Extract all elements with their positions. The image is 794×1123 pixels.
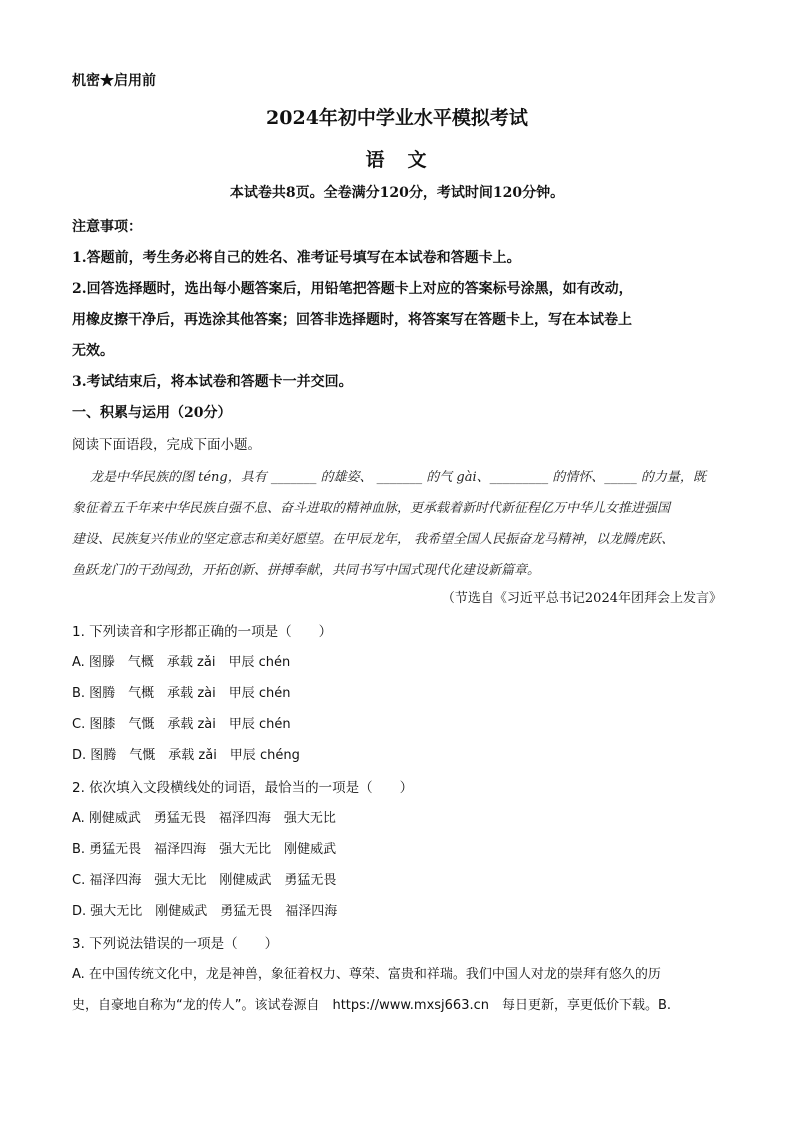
question-1-option-d: D. 图腾 气慨 承载 zǎi 甲辰 chéng: [72, 748, 300, 763]
question-3-option-a-line-2: 史，自豪地自称为“龙的传人”。该试卷源自 https://www.mxsj663.cn 每日更新，享更低价下载。B.: [72, 998, 672, 1013]
passage-line-3: 建设、民族复兴伟业的坚定意志和美好愿望。在甲辰龙年， 我希望全国人民振奋龙马精神，以龙腾虎跃、: [72, 532, 675, 547]
question-1-option-c: C. 图膝 气慨 承载 zài 甲辰 chén: [72, 717, 291, 732]
question-2-option-a: A. 刚健威武 勇猛无畏 福泽四海 强大无比: [72, 811, 336, 826]
question-3-stem: 3. 下列说法错误的一项是（ ）: [72, 936, 279, 952]
passage-line-4: 鱼跃龙门的干劲闯劲，开拓创新、拼搏奉献，共同书写中国式现代化建设新篇章。: [72, 563, 541, 578]
section-heading: 一、积累与运用（20分）: [72, 405, 232, 421]
passage-line-2: 象征着五千年来中华民族自强不息、奋斗进取的精神血脉，更承载着新时代新征程亿万中华儿女推进强国: [72, 501, 671, 516]
notes-item-2-line-1: 2.回答选择题时，选出每小题答案后，用铅笔把答题卡上对应的答案标号涂黑，如有改动，: [72, 281, 633, 297]
notes-item-1: 1.答题前，考生务必将自己的姓名、准考证号填写在本试卷和答题卡上。: [72, 250, 521, 266]
passage-line-1: 龙是中华民族的图 téng，具有 _______ 的雄姿、 _______ 的气 gài、_________ 的情怀、_____ 的力量，既: [90, 470, 706, 485]
question-2-option-b: B. 勇猛无畏 福泽四海 强大无比 刚健威武: [72, 842, 337, 857]
question-1-option-b: B. 图腾 气概 承载 zài 甲辰 chén: [72, 686, 291, 701]
notes-item-2-line-3: 无效。: [72, 343, 114, 359]
question-2-option-c: C. 福泽四海 强大无比 刚健威武 勇猛无畏: [72, 873, 337, 888]
passage-source: （节选自《习近平总书记2024年团拜会上发言》: [441, 591, 722, 606]
question-2-option-d: D. 强大无比 刚健威武 勇猛无畏 福泽四海: [72, 904, 338, 919]
reading-instruction: 阅读下面语段，完成下面小题。: [72, 437, 261, 453]
notes-heading: 注意事项：: [72, 219, 142, 235]
exam-info: 本试卷共8页。全卷满分120分，考试时间120分钟。: [229, 185, 565, 201]
confidential-label: 机密★启用前: [72, 73, 156, 89]
notes-item-2-line-2: 用橡皮擦干净后，再选涂其他答案；回答非选择题时，将答案写在答题卡上，写在本试卷上: [72, 312, 632, 328]
exam-title: 2024年初中学业水平模拟考试: [266, 107, 528, 129]
question-3-option-a-line-1: A. 在中国传统文化中，龙是神兽，象征着权力、尊荣、富贵和祥瑞。我们中国人对龙的崇拜有悠久的历: [72, 967, 661, 982]
question-2-stem: 2. 依次填入文段横线处的词语，最恰当的一项是（ ）: [72, 780, 414, 796]
subject-title: 语 文: [365, 149, 429, 171]
notes-item-3: 3.考试结束后，将本试卷和答题卡一并交回。: [72, 374, 353, 390]
question-1-stem: 1. 下列读音和字形都正确的一项是（ ）: [72, 624, 333, 640]
question-1-option-a: A. 图滕 气概 承载 zǎi 甲辰 chén: [72, 655, 291, 670]
